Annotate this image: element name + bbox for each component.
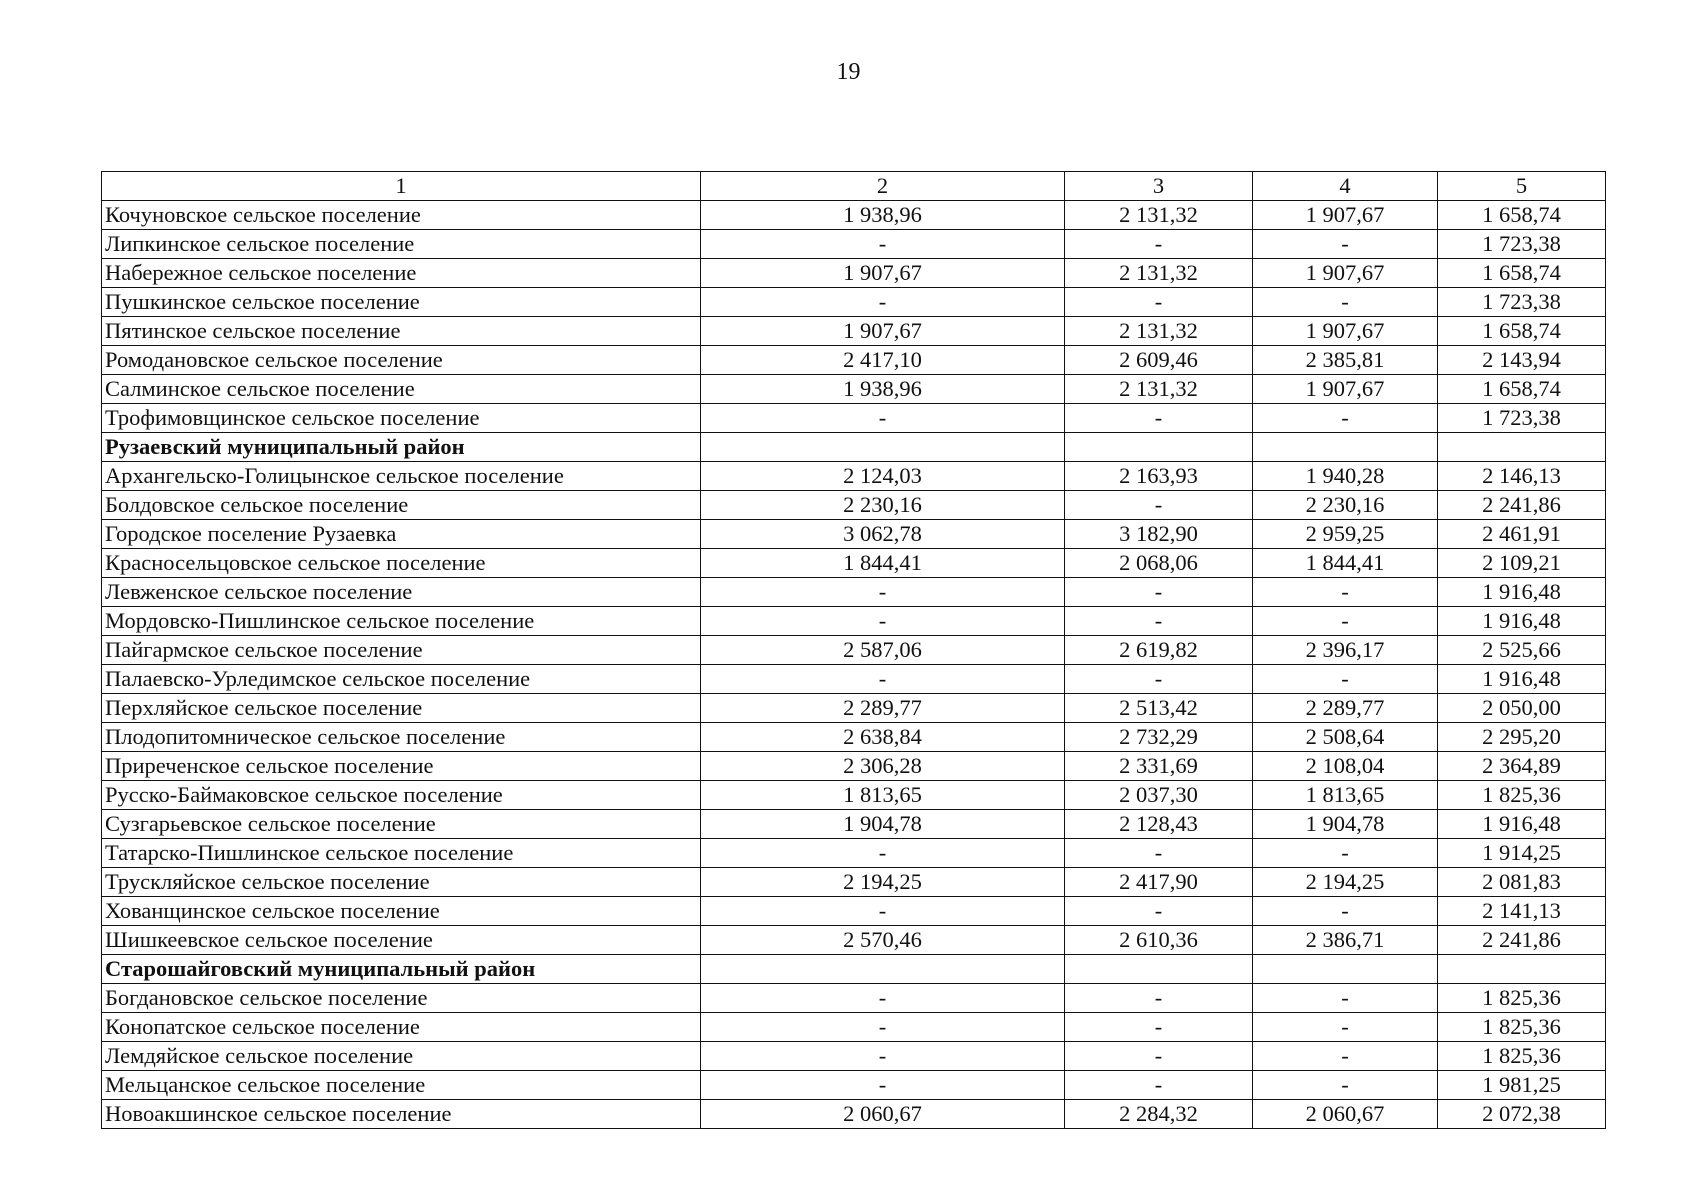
- value-cell-c4: 2 194,25: [1253, 868, 1438, 897]
- value-cell-c2: 1 938,96: [701, 201, 1065, 230]
- table-row: [102, 810, 1606, 839]
- value-cell-c4: -: [1253, 665, 1438, 694]
- value-cell-c2: -: [701, 839, 1065, 868]
- value-cell-c3: 2 609,46: [1065, 346, 1253, 375]
- value-cell-c5: 1 916,48: [1438, 665, 1606, 694]
- value-cell-c2: -: [701, 288, 1065, 317]
- value-cell-c3: 2 732,29: [1065, 723, 1253, 752]
- value-cell-c2: 2 570,46: [701, 926, 1065, 955]
- settlement-name-cell: Конопатское сельское поселение: [102, 1013, 701, 1042]
- settlement-name-cell: Ромодановское сельское поселение: [102, 346, 701, 375]
- value-cell-c5: 1 981,25: [1438, 1071, 1606, 1100]
- value-cell-c2: 2 194,25: [701, 868, 1065, 897]
- value-cell-c2: 2 124,03: [701, 462, 1065, 491]
- settlement-name-cell: Пятинское сельское поселение: [102, 317, 701, 346]
- value-cell-c4: -: [1253, 839, 1438, 868]
- value-cell-c2: [701, 433, 1065, 462]
- header-cell: 5: [1438, 172, 1606, 201]
- value-cell-c4: -: [1253, 607, 1438, 636]
- value-cell-c5: 1 723,38: [1438, 404, 1606, 433]
- page-number: 19: [836, 59, 861, 85]
- value-cell-c3: 2 131,32: [1065, 317, 1253, 346]
- settlement-name-cell: Русско-Баймаковское сельское поселение: [102, 781, 701, 810]
- value-cell-c4: 1 940,28: [1253, 462, 1438, 491]
- header-cell: 2: [701, 172, 1065, 201]
- value-cell-c5: 2 364,89: [1438, 752, 1606, 781]
- table-row: [102, 868, 1606, 897]
- header-cell: 3: [1065, 172, 1253, 201]
- table-row: [102, 665, 1606, 694]
- value-cell-c4: -: [1253, 984, 1438, 1013]
- settlement-name-cell: Сузгарьевское сельское поселение: [102, 810, 701, 839]
- settlement-name-cell: Лемдяйское сельское поселение: [102, 1042, 701, 1071]
- value-cell-c4: 2 385,81: [1253, 346, 1438, 375]
- value-cell-c3: 3 182,90: [1065, 520, 1253, 549]
- value-cell-c2: -: [701, 897, 1065, 926]
- table-row: [102, 375, 1606, 404]
- value-cell-c4: 2 060,67: [1253, 1100, 1438, 1129]
- value-cell-c4: [1253, 433, 1438, 462]
- value-cell-c3: 2 610,36: [1065, 926, 1253, 955]
- value-cell-c2: -: [701, 665, 1065, 694]
- value-cell-c2: 1 907,67: [701, 317, 1065, 346]
- value-cell-c5: 1 914,25: [1438, 839, 1606, 868]
- value-cell-c5: 1 916,48: [1438, 578, 1606, 607]
- settlement-name-cell: Левженское сельское поселение: [102, 578, 701, 607]
- settlement-name-cell: Плодопитомническое сельское поселение: [102, 723, 701, 752]
- value-cell-c2: 2 289,77: [701, 694, 1065, 723]
- value-cell-c4: -: [1253, 1013, 1438, 1042]
- value-cell-c2: 2 587,06: [701, 636, 1065, 665]
- settlement-name-cell: Трускляйское сельское поселение: [102, 868, 701, 897]
- value-cell-c4: 2 386,71: [1253, 926, 1438, 955]
- value-cell-c4: 2 508,64: [1253, 723, 1438, 752]
- value-cell-c5: 2 461,91: [1438, 520, 1606, 549]
- value-cell-c2: 2 060,67: [701, 1100, 1065, 1129]
- value-cell-c5: 2 241,86: [1438, 926, 1606, 955]
- value-cell-c3: 2 131,32: [1065, 201, 1253, 230]
- value-cell-c3: 2 037,30: [1065, 781, 1253, 810]
- value-cell-c5: 1 825,36: [1438, 1013, 1606, 1042]
- value-cell-c3: -: [1065, 839, 1253, 868]
- value-cell-c2: [701, 955, 1065, 984]
- settlement-name-cell: Кочуновское сельское поселение: [102, 201, 701, 230]
- settlement-name-cell: Пайгармское сельское поселение: [102, 636, 701, 665]
- value-cell-c2: 3 062,78: [701, 520, 1065, 549]
- value-cell-c3: 2 131,32: [1065, 375, 1253, 404]
- value-cell-c4: 1 907,67: [1253, 201, 1438, 230]
- settlement-name-cell: Салминское сельское поселение: [102, 375, 701, 404]
- value-cell-c4: -: [1253, 1042, 1438, 1071]
- value-cell-c3: 2 619,82: [1065, 636, 1253, 665]
- table-row: [102, 462, 1606, 491]
- table-row: [102, 984, 1606, 1013]
- value-cell-c2: -: [701, 578, 1065, 607]
- settlement-name-cell: Хованщинское сельское поселение: [102, 897, 701, 926]
- settlement-name-cell: Татарско-Пишлинское сельское поселение: [102, 839, 701, 868]
- table-row: [102, 491, 1606, 520]
- tariff-table: [101, 171, 1606, 1129]
- value-cell-c5: 1 658,74: [1438, 317, 1606, 346]
- value-cell-c3: 2 284,32: [1065, 1100, 1253, 1129]
- value-cell-c4: -: [1253, 897, 1438, 926]
- value-cell-c5: 1 658,74: [1438, 201, 1606, 230]
- value-cell-c2: -: [701, 1042, 1065, 1071]
- value-cell-c4: [1253, 955, 1438, 984]
- settlement-name-cell: Болдовское сельское поселение: [102, 491, 701, 520]
- settlement-name-cell: Архангельско-Голицынское сельское поселение: [102, 462, 701, 491]
- value-cell-c3: -: [1065, 230, 1253, 259]
- value-cell-c3: -: [1065, 607, 1253, 636]
- table-row: [102, 230, 1606, 259]
- value-cell-c5: 1 916,48: [1438, 810, 1606, 839]
- value-cell-c5: 1 723,38: [1438, 288, 1606, 317]
- value-cell-c5: 1 825,36: [1438, 781, 1606, 810]
- table-row: [102, 723, 1606, 752]
- table-row: [102, 694, 1606, 723]
- value-cell-c4: -: [1253, 578, 1438, 607]
- table-row: [102, 1013, 1606, 1042]
- district-name-cell: Рузаевский муниципальный район: [102, 433, 701, 462]
- section-row: [102, 433, 1606, 462]
- value-cell-c5: 2 072,38: [1438, 1100, 1606, 1129]
- value-cell-c2: -: [701, 230, 1065, 259]
- value-cell-c5: 2 241,86: [1438, 491, 1606, 520]
- value-cell-c3: -: [1065, 491, 1253, 520]
- value-cell-c5: 2 295,20: [1438, 723, 1606, 752]
- table-row: [102, 607, 1606, 636]
- value-cell-c3: -: [1065, 1042, 1253, 1071]
- value-cell-c4: -: [1253, 1071, 1438, 1100]
- settlement-name-cell: Приреченское сельское поселение: [102, 752, 701, 781]
- value-cell-c2: 2 306,28: [701, 752, 1065, 781]
- value-cell-c2: 1 813,65: [701, 781, 1065, 810]
- value-cell-c5: 1 916,48: [1438, 607, 1606, 636]
- value-cell-c5: 2 109,21: [1438, 549, 1606, 578]
- value-cell-c3: -: [1065, 1071, 1253, 1100]
- value-cell-c2: -: [701, 984, 1065, 1013]
- value-cell-c3: -: [1065, 1013, 1253, 1042]
- value-cell-c3: 2 128,43: [1065, 810, 1253, 839]
- value-cell-c2: 1 904,78: [701, 810, 1065, 839]
- value-cell-c5: 1 825,36: [1438, 984, 1606, 1013]
- table-header-row: [102, 172, 1606, 201]
- table-row: [102, 201, 1606, 230]
- value-cell-c4: 2 959,25: [1253, 520, 1438, 549]
- table-row: [102, 1042, 1606, 1071]
- table-row: [102, 1100, 1606, 1129]
- value-cell-c3: 2 513,42: [1065, 694, 1253, 723]
- value-cell-c3: -: [1065, 665, 1253, 694]
- value-cell-c4: 2 230,16: [1253, 491, 1438, 520]
- value-cell-c4: 2 396,17: [1253, 636, 1438, 665]
- value-cell-c2: 1 938,96: [701, 375, 1065, 404]
- value-cell-c5: 2 146,13: [1438, 462, 1606, 491]
- value-cell-c2: 1 907,67: [701, 259, 1065, 288]
- settlement-name-cell: Богдановское сельское поселение: [102, 984, 701, 1013]
- table-row: [102, 781, 1606, 810]
- value-cell-c5: 2 081,83: [1438, 868, 1606, 897]
- value-cell-c5: 2 143,94: [1438, 346, 1606, 375]
- value-cell-c3: -: [1065, 984, 1253, 1013]
- value-cell-c4: 1 907,67: [1253, 317, 1438, 346]
- settlement-name-cell: Пушкинское сельское поселение: [102, 288, 701, 317]
- value-cell-c3: -: [1065, 897, 1253, 926]
- table-row: [102, 752, 1606, 781]
- value-cell-c2: -: [701, 1013, 1065, 1042]
- value-cell-c5: 1 723,38: [1438, 230, 1606, 259]
- value-cell-c4: 1 813,65: [1253, 781, 1438, 810]
- value-cell-c5: 2 050,00: [1438, 694, 1606, 723]
- value-cell-c3: 2 331,69: [1065, 752, 1253, 781]
- table-row: [102, 288, 1606, 317]
- table-row: [102, 839, 1606, 868]
- table-row: [102, 520, 1606, 549]
- value-cell-c5: 1 658,74: [1438, 259, 1606, 288]
- value-cell-c5: [1438, 955, 1606, 984]
- value-cell-c5: 2 525,66: [1438, 636, 1606, 665]
- value-cell-c3: [1065, 955, 1253, 984]
- value-cell-c3: -: [1065, 578, 1253, 607]
- value-cell-c3: 2 131,32: [1065, 259, 1253, 288]
- table-row: [102, 317, 1606, 346]
- value-cell-c3: 2 068,06: [1065, 549, 1253, 578]
- value-cell-c2: 2 638,84: [701, 723, 1065, 752]
- table-row: [102, 1071, 1606, 1100]
- value-cell-c4: -: [1253, 288, 1438, 317]
- settlement-name-cell: Красносельцовское сельское поселение: [102, 549, 701, 578]
- settlement-name-cell: Палаевско-Урледимское сельское поселение: [102, 665, 701, 694]
- table-row: [102, 259, 1606, 288]
- district-name-cell: Старошайговский муниципальный район: [102, 955, 701, 984]
- settlement-name-cell: Трофимовщинское сельское поселение: [102, 404, 701, 433]
- header-cell: 4: [1253, 172, 1438, 201]
- value-cell-c3: -: [1065, 288, 1253, 317]
- value-cell-c5: 1 825,36: [1438, 1042, 1606, 1071]
- value-cell-c2: 2 417,10: [701, 346, 1065, 375]
- table-row: [102, 549, 1606, 578]
- settlement-name-cell: Перхляйское сельское поселение: [102, 694, 701, 723]
- table-row: [102, 636, 1606, 665]
- value-cell-c2: 1 844,41: [701, 549, 1065, 578]
- value-cell-c4: 1 907,67: [1253, 259, 1438, 288]
- value-cell-c5: 1 658,74: [1438, 375, 1606, 404]
- value-cell-c2: -: [701, 1071, 1065, 1100]
- header-cell: 1: [102, 172, 701, 201]
- value-cell-c4: -: [1253, 404, 1438, 433]
- table-row: [102, 897, 1606, 926]
- section-row: [102, 955, 1606, 984]
- value-cell-c3: -: [1065, 404, 1253, 433]
- value-cell-c3: [1065, 433, 1253, 462]
- settlement-name-cell: Липкинское сельское поселение: [102, 230, 701, 259]
- value-cell-c3: 2 163,93: [1065, 462, 1253, 491]
- value-cell-c4: 1 904,78: [1253, 810, 1438, 839]
- value-cell-c5: [1438, 433, 1606, 462]
- table-row: [102, 346, 1606, 375]
- value-cell-c2: -: [701, 607, 1065, 636]
- value-cell-c2: 2 230,16: [701, 491, 1065, 520]
- value-cell-c4: 2 108,04: [1253, 752, 1438, 781]
- table-row: [102, 578, 1606, 607]
- settlement-name-cell: Набережное сельское поселение: [102, 259, 701, 288]
- value-cell-c4: 2 289,77: [1253, 694, 1438, 723]
- settlement-name-cell: Новоакшинское сельское поселение: [102, 1100, 701, 1129]
- table-row: [102, 926, 1606, 955]
- value-cell-c3: 2 417,90: [1065, 868, 1253, 897]
- value-cell-c4: 1 844,41: [1253, 549, 1438, 578]
- value-cell-c2: -: [701, 404, 1065, 433]
- value-cell-c4: 1 907,67: [1253, 375, 1438, 404]
- settlement-name-cell: Городское поселение Рузаевка: [102, 520, 701, 549]
- value-cell-c4: -: [1253, 230, 1438, 259]
- settlement-name-cell: Шишкеевское сельское поселение: [102, 926, 701, 955]
- settlement-name-cell: Мордовско-Пишлинское сельское поселение: [102, 607, 701, 636]
- settlement-name-cell: Мельцанское сельское поселение: [102, 1071, 701, 1100]
- value-cell-c5: 2 141,13: [1438, 897, 1606, 926]
- table-row: [102, 404, 1606, 433]
